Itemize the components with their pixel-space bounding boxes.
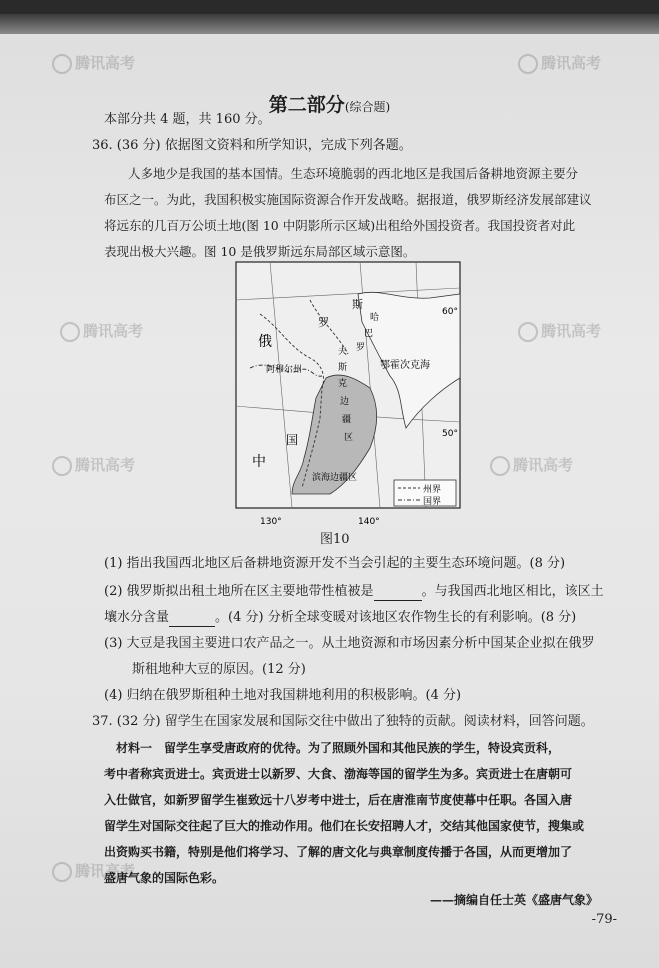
map-label-khabarovsk: 克 <box>338 379 348 389</box>
legend-state-label: 州界 <box>423 485 442 495</box>
q37-material-line: 入仕做官，如新罗留学生崔致远十八岁考中进士，后在唐淮南节度使幕中任职。各国入唐 <box>104 793 573 807</box>
section-intro: 本部分共 4 题，共 160 分。 <box>104 112 271 127</box>
q36-sub-3: (3) 大豆是我国主要进口农产品之一。从土地资源和市场因素分析中国某企业拟在俄罗 <box>104 636 595 651</box>
map-label-khabarovsk: 哈 <box>370 313 380 323</box>
map-label-luo: 罗 <box>318 316 329 329</box>
q37-material-line: 考中者称宾贡进士。宾贡进士以新罗、大食、渤海等国的留学生为多。宾贡进士在唐朝可 <box>104 767 573 781</box>
figure-caption: 图10 <box>320 532 350 547</box>
q37-source: ——摘编自任士英《盛唐气象》 <box>430 893 599 907</box>
map-label-amur: 阿穆尔州 <box>266 365 303 375</box>
map-label-khabarovsk: 区 <box>344 433 354 443</box>
q36-sub-2-cont: 壤水分含量 。(4 分) 分析全球变暖对该地区农作物生长的有利影响。(8 分) <box>104 610 577 625</box>
q36-passage-line: 表现出极大兴趣。图 10 是俄罗斯远东局部区域示意图。 <box>104 244 416 259</box>
map-label-khabarovsk: 斯 <box>338 363 348 373</box>
watermark: 腾讯高考 <box>518 52 601 74</box>
q37-material-line: 材料一 留学生享受唐政府的优待。为了照顾外国和其他民族的学生，特设宾贡科， <box>116 741 561 755</box>
q37-stem: 37. (32 分) 留学生在国家发展和国际交往中做出了独特的贡献。阅读材料，回答问题。 <box>92 714 594 729</box>
lat-label-60: 60° <box>442 307 458 317</box>
q36-sub-2: (2) 俄罗斯拟出租土地所在区主要地带性植被是 。与我国西北地区相比，该区土 <box>104 584 604 599</box>
figure-10-map <box>230 258 466 528</box>
watermark: 腾讯高考 <box>60 320 143 342</box>
map-label-khabarovsk: 罗 <box>356 343 366 353</box>
q37-material-line: 留学生对国际交往起了巨大的推动作用。他们在长安招聘人才，交结其他国家使节，搜集或 <box>104 819 585 833</box>
q36-sub-4: (4) 归纳在俄罗斯租种土地对我国耕地利用的积极影响。(4 分) <box>104 688 462 703</box>
exam-page <box>0 14 659 968</box>
q36-sub-3-cont: 斯租地种大豆的原因。(12 分) <box>132 662 306 677</box>
watermark: 腾讯高考 <box>52 860 135 882</box>
watermark: 腾讯高考 <box>518 320 601 342</box>
answer-blank <box>374 584 422 601</box>
map-label-china: 中 <box>252 454 266 470</box>
q36-sub-1: (1) 指出我国西北地区后备耕地资源开发不当会引起的主要生态环境问题。(8 分) <box>104 556 566 571</box>
q37-material-line: 出资购买书籍，特别是他们将学习、了解的唐文化与典章制度传播于各国，从而更增加了 <box>104 845 573 859</box>
q36-passage-line: 人多地少是我国的基本国情。生态环境脆弱的西北地区是我国后备耕地资源主要分 <box>128 166 579 181</box>
page-number: -79- <box>591 912 617 927</box>
map-label-khabarovsk: 巴 <box>364 329 374 339</box>
map-label-guo: 国 <box>286 433 299 447</box>
watermark: 腾讯高考 <box>490 454 573 476</box>
map-label-sea-okhotsk: 鄂霍次克海 <box>380 360 430 371</box>
map-label-si: 斯 <box>352 298 363 311</box>
legend-nation-label: 国界 <box>423 497 442 507</box>
watermark: 腾讯高考 <box>52 454 135 476</box>
q36-passage-line: 布区之一。为此，我国积极实施国际资源合作开发战略。据报道，俄罗斯经济发展部建议 <box>104 192 592 207</box>
map-label-khabarovsk: 疆 <box>342 415 352 425</box>
q36-stem: 36. (36 分) 依据图文资料和所学知识，完成下列各题。 <box>92 138 412 153</box>
lon-label-130: 130° <box>260 517 282 527</box>
page-top-shadow <box>0 14 659 34</box>
lon-label-140: 140° <box>358 517 380 527</box>
map-label-khabarovsk: 边 <box>340 397 350 407</box>
map-label-primorsky: 滨海边疆区 <box>312 473 358 483</box>
watermark: 腾讯高考 <box>52 52 135 74</box>
lat-label-50: 50° <box>442 429 458 439</box>
map-label-russia: 俄 <box>258 334 272 350</box>
map-label-khabarovsk: 夫 <box>338 347 348 357</box>
page-title: 第二部分(综合题) <box>268 94 391 116</box>
answer-blank <box>169 610 215 627</box>
q37-material-line: 盛唐气象的国际色彩。 <box>104 871 225 885</box>
q36-passage-line: 将远东的几百万公顷土地(图 10 中阴影所示区域)出租给外国投资者。我国投资者对此 <box>104 218 576 233</box>
